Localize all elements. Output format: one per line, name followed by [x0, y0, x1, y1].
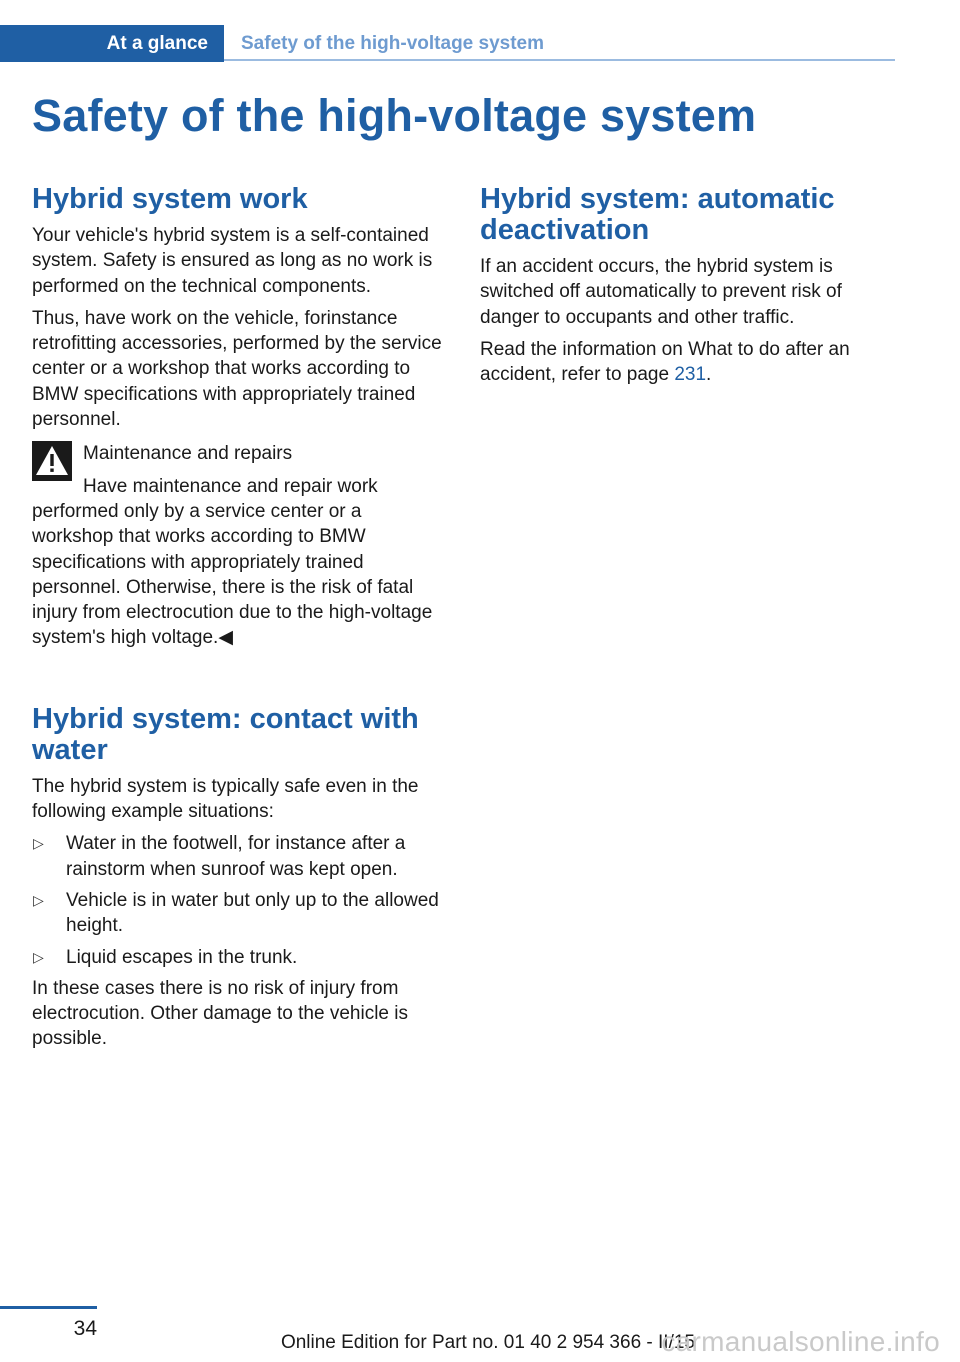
paragraph: In these cases there is no risk of injury from electrocution. Other damage to the vehicle is possible. — [32, 977, 408, 1050]
warning-triangle-icon — [32, 441, 72, 481]
paragraph-text: Read the information on What to do after an accident, refer to page — [480, 338, 850, 386]
warning-title: Maintenance and repairs — [83, 443, 293, 465]
list-item-text: Liquid escapes in the trunk. — [66, 946, 298, 968]
header-breadcrumb[interactable]: Safety of the high-voltage system — [241, 32, 545, 54]
paragraph: Your vehicle's hybrid system is a self-contained system. Safety is ensured as long as no work is performed on the technical components. — [32, 225, 433, 297]
header-divider — [224, 59, 895, 61]
warning-box — [32, 441, 442, 650]
section-contact-with-water — [32, 704, 442, 1052]
page-title: Safety of the high-voltage system — [32, 90, 757, 141]
section-heading-contact-with-water: Hybrid system: contact with water — [32, 702, 419, 766]
paragraph: If an accident occurs, the hybrid system is switched off automatically to prevent risk of danger to occupants and other traffic. — [480, 256, 842, 328]
list-item-text: Vehicle is in water but only up to the allowed height. — [66, 889, 439, 937]
footer-divider — [0, 1306, 97, 1309]
page-reference-link[interactable]: 231 — [674, 364, 707, 386]
header-bar — [0, 25, 895, 62]
bullet-triangle-icon: ▷ — [33, 835, 44, 852]
edition-note: Online Edition for Part no. 01 40 2 954 366 - II/15 — [280, 1332, 695, 1353]
watermark: carmanualsonline.info — [661, 1326, 940, 1357]
list-item-text: Water in the footwell, for instance after a rainstorm when sunroof was kept open. — [66, 833, 406, 880]
page-number: 34 — [73, 1317, 97, 1340]
example-list — [32, 831, 442, 969]
paragraph: The hybrid system is typically safe even in the following example situations: — [32, 775, 419, 823]
list-item — [32, 945, 442, 970]
paragraph-end: . — [706, 364, 712, 386]
right-column — [480, 184, 890, 394]
list-item — [32, 888, 442, 939]
paragraph-with-link — [480, 337, 890, 388]
section-heading-hybrid-work: Hybrid system work — [32, 183, 308, 215]
bullet-triangle-icon: ▷ — [33, 891, 44, 908]
bullet-triangle-icon: ▷ — [33, 948, 44, 965]
section-automatic-deactivation — [480, 184, 890, 387]
paragraph: Thus, have work on the vehicle, forinstance retrofitting accessories, performed by the service center or a workshop that works according to BMW specifications with appropriately trained personnel. — [32, 307, 442, 431]
left-column — [32, 184, 442, 1059]
list-item — [32, 831, 442, 882]
section-heading-automatic-deactivation: Hybrid system: automatic deactivation — [480, 183, 835, 246]
warning-body: Have maintenance and repair work performed only by a service center or a workshop that works according to BMW specifications with appropriately trained personnel. Otherwise, there is the risk of fatal injury from electrocution due to the high-voltage system's high voltage.◀ — [32, 475, 433, 649]
section-hybrid-work — [32, 184, 442, 651]
header-section-tab[interactable] — [0, 25, 224, 62]
header-section-label: At a glance — [106, 32, 208, 54]
